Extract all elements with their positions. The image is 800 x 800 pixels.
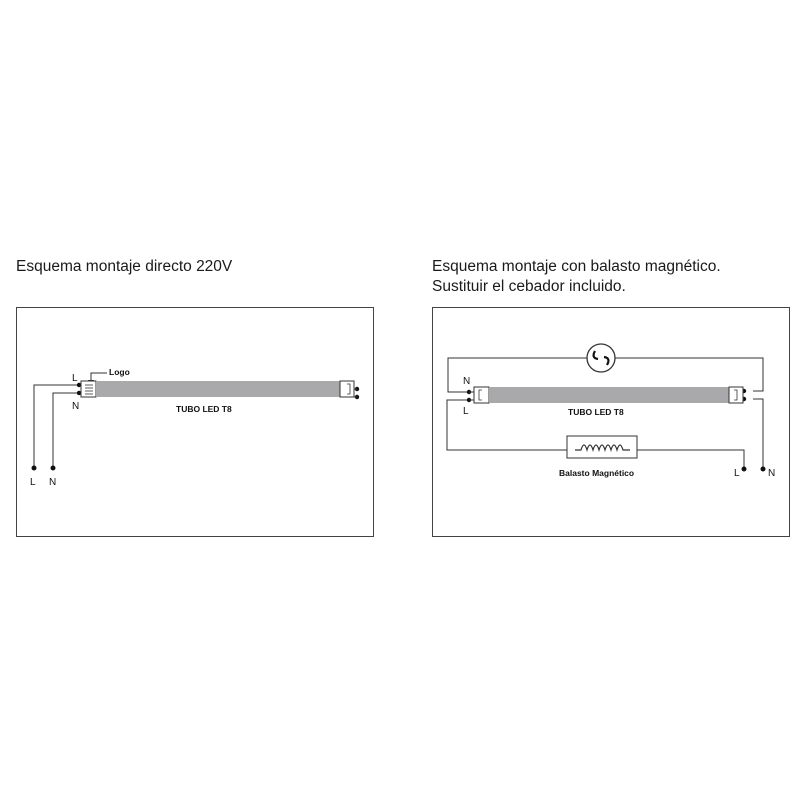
led-tube	[96, 381, 340, 397]
pin-label-top: N	[463, 376, 471, 387]
wire-ballast-out	[637, 450, 744, 468]
pin-label-bottom: N	[72, 401, 80, 412]
lead-label-n: N	[49, 477, 57, 488]
ballast-wiring-diagram	[432, 307, 790, 537]
pin-label-bottom: L	[463, 406, 469, 417]
right-diagram-title: Esquema montaje con balasto magnético.	[432, 258, 721, 275]
tube-end-cap-right	[729, 387, 743, 403]
tube-label: TUBO LED T8	[176, 404, 232, 414]
starter-circle	[587, 344, 615, 372]
left-diagram-title: Esquema montaje directo 220V	[16, 258, 233, 275]
tube-end-cap-left	[474, 387, 489, 403]
led-tube	[489, 387, 729, 403]
tube-end-cap-right	[340, 381, 354, 397]
logo-label: Logo	[109, 367, 130, 377]
lead-label-l: L	[734, 468, 740, 479]
ballast-box	[567, 436, 637, 458]
direct-wiring-svg	[17, 308, 375, 538]
wire-n	[753, 399, 763, 468]
wire-starter-return	[615, 358, 763, 391]
lead-l-terminal	[32, 466, 37, 471]
lead-n-terminal	[51, 466, 56, 471]
pin-label-top: L	[72, 373, 78, 384]
tube-label: TUBO LED T8	[568, 407, 624, 417]
lead-l-terminal	[742, 467, 747, 472]
lead-n-terminal	[761, 467, 766, 472]
lead-label-l: L	[30, 477, 36, 488]
wire-l	[34, 385, 79, 468]
ballast-label: Balasto Magnético	[559, 468, 635, 478]
right-diagram-subtitle: Sustituir el cebador incluido.	[432, 278, 626, 295]
tube-end-cap-left	[81, 381, 96, 397]
lead-label-n: N	[768, 468, 776, 479]
ballast-wiring-svg	[433, 308, 791, 538]
direct-wiring-diagram	[16, 307, 374, 537]
